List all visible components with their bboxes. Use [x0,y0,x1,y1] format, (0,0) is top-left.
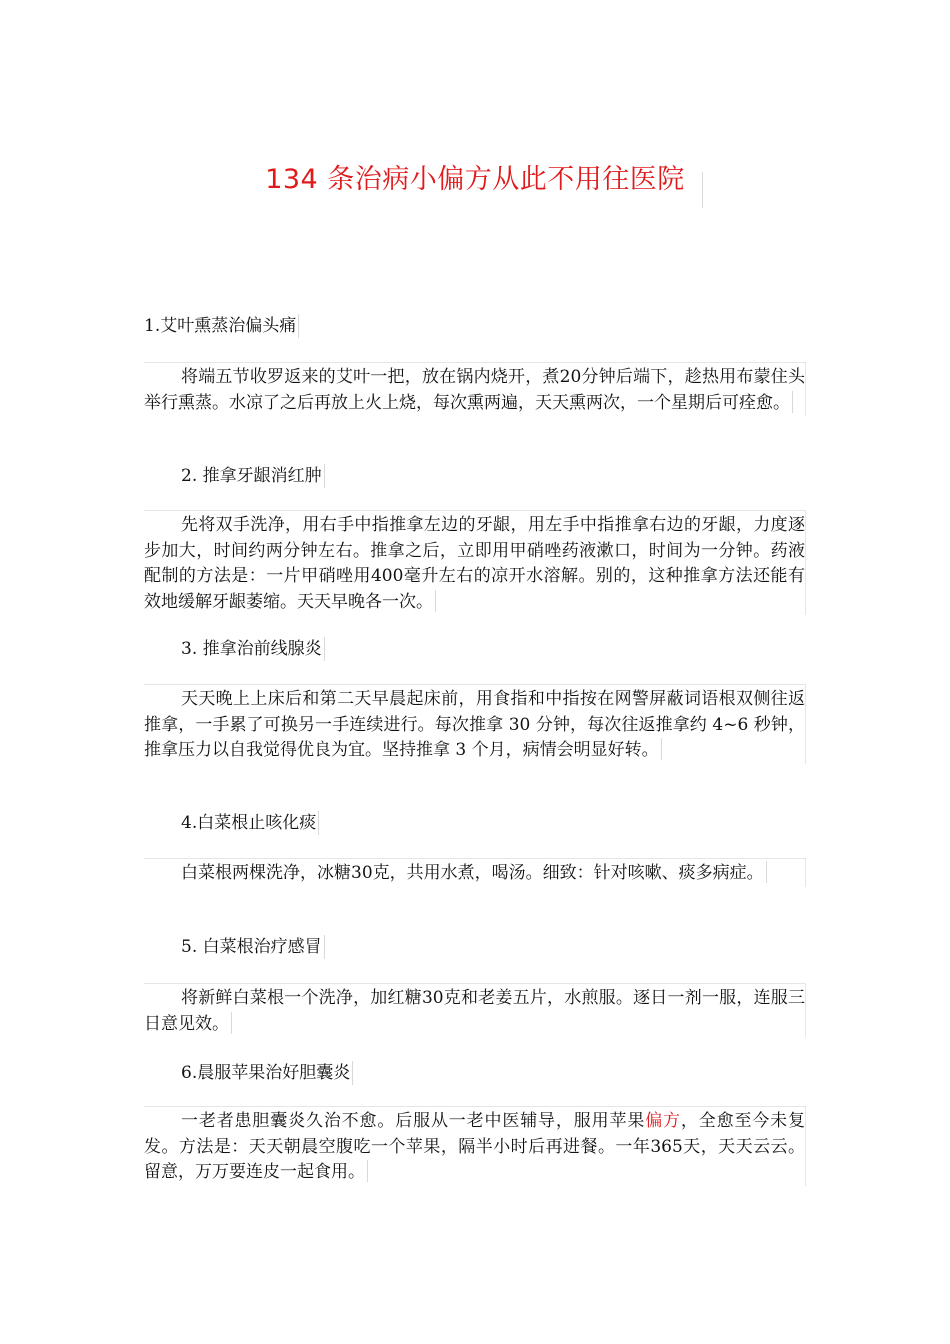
section-heading-2 [181,464,326,488]
section-body-4-text: 白菜根两棵洗净，冰糖30克，共用水煮，喝汤。细致：针对咳嗽、痰多病症。 [181,863,764,883]
frame-line [231,1012,233,1034]
section-heading-6 [181,1061,354,1085]
section-body-6 [144,1106,806,1186]
section-body-6-before: 一老者患胆囊炎久治不愈。后服从一老中医辅导，服用苹果 [181,1111,646,1131]
section-body-1-text: 将端五节收罗返来的艾叶一把，放在锅内烧开，煮20分钟后端下，趁热用布蒙住头举行熏蒸。水凉了之后再放上火上烧，每次熏两遍，天天熏两次，一个星期后可痊愈。 [144,367,805,413]
section-heading-3-text: 3. 推拿治前线腺炎 [181,639,322,659]
frame-line [324,464,326,488]
section-heading-5 [181,935,326,959]
frame-line [435,590,437,612]
title-frame-line [702,172,704,208]
section-body-2-text: 先将双手洗净，用右手中指推拿左边的牙龈，用左手中指推拿右边的牙龈，力度逐步加大，时间约两分钟左右。推拿之后，立即用甲硝唑药液漱口，时间为一分钟。药液配制的方法是：一片甲硝唑用400毫升左右的凉开水溶解。别的，这种推拿方法还能有效地缓解牙龈萎缩。天天早晚各一次。 [144,515,805,612]
frame-line [792,391,794,413]
section-heading-5-text: 5. 白菜根治疗感冒 [181,937,322,957]
document-title: 134 条治病小偏方从此不用往医院 [265,164,685,195]
section-body-3 [144,684,806,764]
section-body-2 [144,510,806,615]
section-body-4 [144,858,806,887]
frame-line [298,314,300,338]
section-body-6-after: ，全愈至今未复发。方法是：天天朝晨空腹吃一个苹果，隔半小时后再进餐。一年365天，天天云云。留意，万万要连皮一起食用。 [144,1111,806,1182]
frame-line [352,1061,354,1085]
frame-line [318,811,320,835]
frame-line [766,861,768,883]
section-heading-1 [144,314,300,338]
section-body-1 [144,362,806,416]
highlight-link-text[interactable]: 偏方 [645,1111,681,1131]
section-heading-6-text: 6.晨服苹果治好胆囊炎 [181,1063,351,1083]
section-heading-3 [181,637,326,661]
section-heading-4 [181,811,320,835]
section-body-5 [144,983,806,1037]
frame-line [661,738,663,760]
section-heading-1-text: 1.艾叶熏蒸治偏头痛 [144,316,297,336]
section-heading-2-text: 2. 推拿牙龈消红肿 [181,466,322,486]
section-body-5-text: 将新鲜白菜根一个洗净，加红糖30克和老姜五片，水煎服。逐日一剂一服，连服三日意见效。 [144,988,805,1034]
section-heading-4-text: 4.白菜根止咳化痰 [181,813,317,833]
section-body-3-text: 天天晚上上床后和第二天早晨起床前，用食指和中指按在网警屏蔽词语根双侧往返推拿，一手累了可换另一手连续进行。每次推拿 30 分钟，每次往返推拿约 4~6 秒钟，推拿压力以自我觉得优良为宜。坚持推拿 3 个月，病情会明显好转。 [144,689,805,760]
frame-line [367,1160,369,1182]
frame-line [324,637,326,661]
frame-line [324,935,326,959]
